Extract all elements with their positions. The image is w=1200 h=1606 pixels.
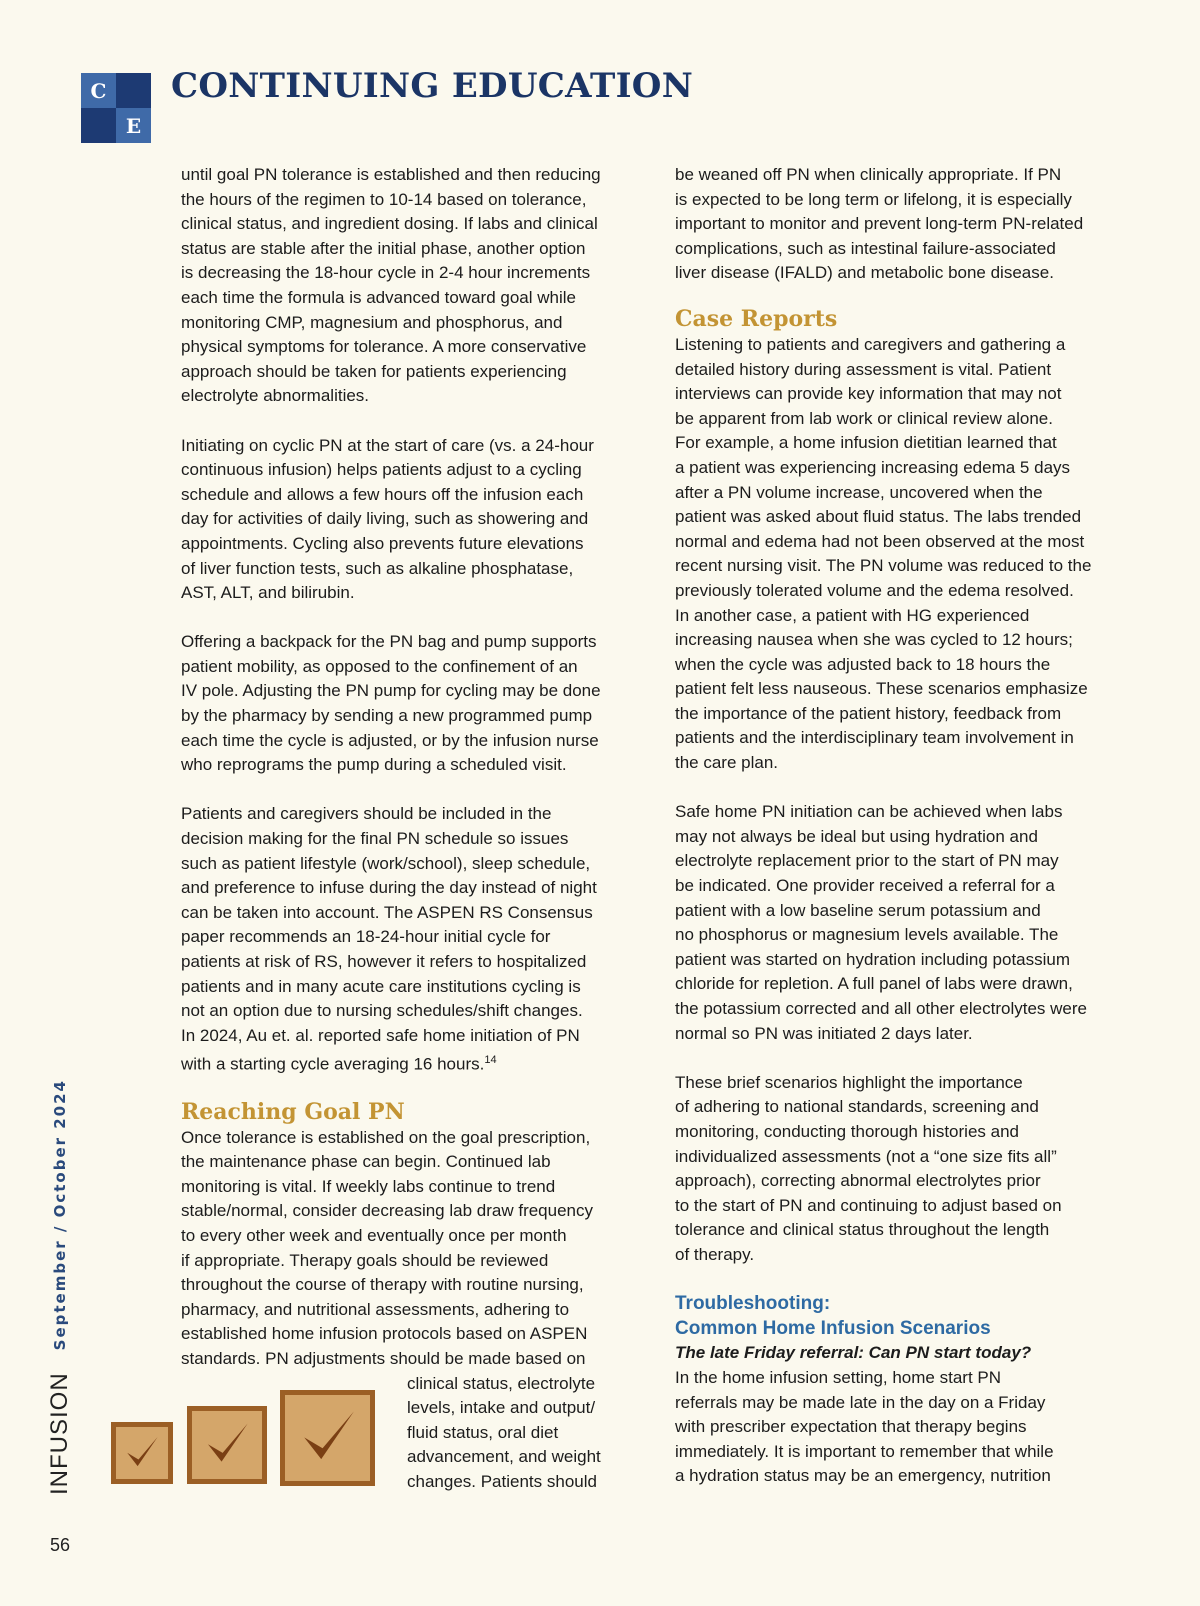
paragraph-text: Patients and caregivers should be included in the decision making for the final PN schedule so issues such as patient lifestyle (work/school), sleep schedule, and preference to infuse during the day instead of night can be taken into account. The ASPEN RS Consensus paper recommends an 18-24-hour initial cycle for patients at risk of RS, however it refers to hospitalized patients and in many acute care institutions cycling is not an option due to nursing schedules/shift changes. In 2024, Au et. al. reported safe home initiation of PN with a starting cycle averaging 16 hours. — [181, 804, 597, 1075]
checkmark-icon — [111, 1422, 173, 1484]
logo-letter-c: C — [81, 73, 116, 108]
paragraph: Initiating on cyclic PN at the start of care (vs. a 24-hour continuous infusion) helps patients adjust to a cycling schedule and allows a few hours off the infusion each day for activities of daily living, such as showering and appointments. Cycling also prevents future elevations of liver function tests, such as alkaline phosphatase, AST, ALT, and bilirubin. — [181, 435, 594, 603]
right-column — [675, 163, 1133, 1489]
paragraph: Listening to patients and caregivers and gathering a detailed history during assessment is vital. Patient interviews can provide key information that may not be apparent from lab work or clinical review alone. For example, a home infusion dietitian learned that a patient was experiencing increasing edema 5 days after a PN volume increase, uncovered when the patient was asked about fluid status. The labs trended normal and edema had not been observed at the most recent nursing visit. The PN volume was reduced to the previously tolerated volume and the edema resolved. In another case, a patient with HG experienced increasing nausea when she was cycled to 12 hours; when the cycle was adjusted back to 18 hours the patient felt less nauseous. These scenarios emphasize the importance of the patient history, feedback from patients and the interdisciplinary team involvement in the care plan. — [675, 334, 1092, 773]
paragraph: Offering a backpack for the PN bag and pump supports patient mobility, as opposed to the confinement of an IV pole. Adjusting the PN pump for cycling may be done by the pharmacy by sending a new programmed pump each time the cycle is adjusted, or by the infusion nurse who reprograms the pump during a scheduled visit. — [181, 632, 601, 775]
paragraph: In the home infusion setting, home start PN referrals may be made late in the day on a Friday with prescriber expectation that therapy begins immediately. It is important to remember that while a hydration status may be an emergency, nutrition — [675, 1367, 1054, 1486]
page-number: 56 — [50, 1535, 71, 1555]
footnote-ref: 14 — [484, 1054, 497, 1067]
logo-square — [81, 108, 116, 143]
left-column — [181, 163, 631, 1500]
ce-logo — [81, 73, 151, 143]
checkmark-icon — [280, 1390, 375, 1486]
paragraph: Once tolerance is established on the goal prescription, the maintenance phase can begin. Continued lab monitoring is vital. If weekly labs continue to trend stable/normal, consider decreasing lab draw frequency to every other week and eventually once per month if appropriate. Therapy goals should be reviewed throughout the course of therapy with routine nursing, pharmacy, and nutritional assessments, adhering to established home infusion protocols based on ASPEN standards. PN adjustments should be made based on — [181, 1127, 594, 1368]
side-banner — [46, 1079, 74, 1495]
issue-date: September / October 2024 — [51, 1079, 69, 1351]
heading-troubleshooting: Troubleshooting: Common Home Infusion Scenarios — [675, 1293, 991, 1339]
paragraph: These brief scenarios highlight the importance of adhering to national standards, screening and monitoring, conducting thorough histories and individualized assessments (not a “one size fits all” approach), correcting abnormal electrolytes prior to the start of PN and continuing to adjust based on tolerance and clinical status throughout the length of therapy. — [675, 1072, 1062, 1264]
paragraph: clinical status, electrolyte levels, intake and output/ fluid status, oral diet advancement, and weight changes. Patients should — [407, 1373, 601, 1491]
heading-reaching-goal: Reaching Goal PN — [181, 1098, 405, 1125]
paragraph: Safe home PN initiation can be achieved when labs may not always be ideal but using hydration and electrolyte replacement prior to the start of PN may be indicated. One provider received a referral for a patient with a low baseline serum potassium and no phosphorus or magnesium levels available. The patient was started on hydration including potassium chloride for repletion. A full panel of labs were drawn, the potassium corrected and all other electrolytes were normal so PN was initiated 2 days later. — [675, 802, 1087, 1043]
paragraph: until goal PN tolerance is established and then reducing the hours of the regimen to 10-14 based on tolerance, clinical status, and ingredient dosing. If labs and clinical status are stable after the initial phase, another option is decreasing the 18-hour cycle in 2-4 hour increments each time the formula is advanced toward goal while monitoring CMP, magnesium and phosphorus, and physical symptoms for tolerance. A more conservative approach should be taken for patients experiencing electrolyte abnormalities. — [181, 165, 601, 406]
wrap-block — [181, 1372, 631, 1495]
scenario-title: The late Friday referral: Can PN start today? — [675, 1343, 1032, 1363]
checkbox-illustration — [181, 1372, 407, 1500]
paragraph: be weaned off PN when clinically appropriate. If PN is expected to be long term or lifelong, it is especially important to monitor and prevent long-term PN-related complications, such as intestinal failure-associated liver disease (IFALD) and metabolic bone disease. — [675, 165, 1084, 283]
section-title: CONTINUING EDUCATION — [171, 66, 694, 106]
paragraph — [181, 802, 631, 1077]
logo-square — [116, 73, 151, 108]
magazine-name: INFUSION — [46, 1372, 73, 1495]
checkmark-icon — [187, 1406, 267, 1484]
logo-letter-e: E — [116, 108, 151, 143]
heading-case-reports: Case Reports — [675, 305, 838, 332]
